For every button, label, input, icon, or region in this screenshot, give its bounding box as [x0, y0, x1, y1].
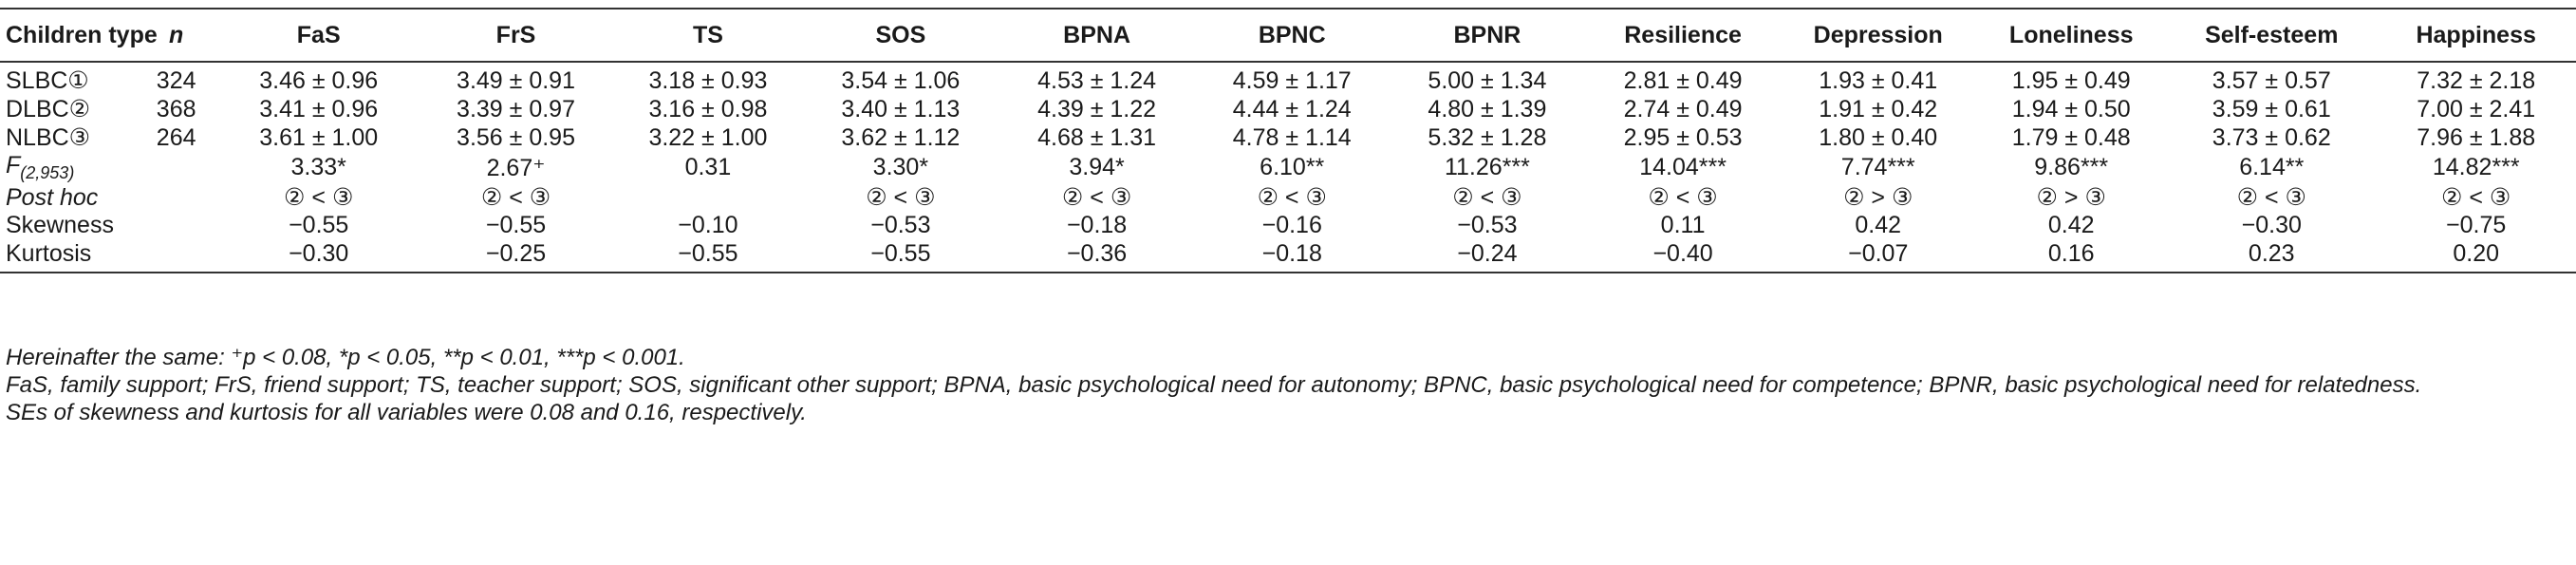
table-cell: 3.18 ± 0.93	[648, 66, 768, 94]
table-cell: 9.86***	[2034, 154, 2109, 180]
table-cell: 5.32 ± 1.28	[1428, 123, 1547, 151]
table-cell: 3.54 ± 1.06	[841, 66, 961, 94]
table-cell: 324	[156, 66, 196, 94]
table-cell: 14.82***	[2432, 154, 2520, 180]
table-cell: 4.53 ± 1.24	[1037, 66, 1157, 94]
footnote-standard-errors: SEs of skewness and kurtosis for all variables were 0.08 and 0.16, respectively.	[6, 400, 807, 425]
column-header: TS	[614, 9, 803, 62]
table-cell: ② < ③	[866, 184, 936, 211]
table-cell	[133, 212, 219, 240]
table-cell: 0.11	[1660, 212, 1706, 239]
table-cell: Skewness	[6, 212, 114, 239]
table-cell: 1.94 ± 0.50	[2011, 95, 2131, 122]
table-row-post-hoc	[0, 183, 2576, 212]
table-cell: 4.80 ± 1.39	[1428, 95, 1547, 122]
table-cell: ② > ③	[2036, 184, 2106, 211]
table-cell: 11.26***	[1444, 154, 1530, 180]
table-cell: ② < ③	[2236, 184, 2306, 211]
table-body	[0, 62, 2576, 273]
table-cell: 3.33*	[290, 154, 346, 180]
table-footnotes	[6, 344, 2559, 426]
table-cell: −0.40	[1585, 240, 1781, 273]
table-cell: −0.18	[1195, 240, 1390, 273]
table-cell: ② < ③	[480, 184, 551, 211]
table-cell: 3.73 ± 0.62	[2212, 123, 2331, 151]
table-cell: 0.23	[2167, 240, 2376, 273]
table-row	[0, 95, 2576, 123]
table-cell: 2.67⁺	[486, 154, 546, 181]
table-cell: 3.56 ± 0.95	[457, 123, 575, 151]
column-header: BPNR	[1390, 9, 1585, 62]
table-row-skewness	[0, 212, 2576, 240]
column-header: n	[133, 9, 219, 62]
table-cell: −0.30	[219, 240, 418, 273]
footnote-significance: Hereinafter the same: ⁺p < 0.08, *p < 0.05, **p < 0.01, ***p < 0.001.	[6, 345, 685, 370]
table-cell: −0.07	[1781, 240, 1975, 273]
table-cell: 3.40 ± 1.13	[841, 95, 961, 122]
table-cell: 4.44 ± 1.24	[1232, 95, 1352, 122]
column-header: FaS	[219, 9, 418, 62]
table-cell: ② < ③	[2441, 184, 2511, 211]
column-header: Loneliness	[1975, 9, 2167, 62]
table-row-kurtosis	[0, 240, 2576, 273]
table-row	[0, 62, 2576, 95]
table-cell: 14.04***	[1639, 154, 1727, 180]
table-cell: 2.74 ± 0.49	[1623, 95, 1743, 122]
table-cell: −0.16	[1261, 212, 1322, 239]
table-cell: −0.55	[485, 212, 547, 239]
table-cell: 3.62 ± 1.12	[841, 123, 961, 151]
table-cell: 0.42	[1855, 212, 1902, 239]
table-cell: 1.80 ± 0.40	[1819, 123, 1938, 151]
table-cell: −0.25	[418, 240, 613, 273]
table-cell: −0.55	[802, 240, 999, 273]
table-cell: 0.20	[2376, 240, 2576, 273]
table-cell: −0.75	[2446, 212, 2507, 239]
table-cell: −0.55	[614, 240, 803, 273]
table-cell: 3.94*	[1069, 154, 1125, 180]
table-cell: 264	[156, 123, 196, 151]
table-cell: −0.53	[1457, 212, 1518, 239]
table-cell: ② < ③	[1452, 184, 1522, 211]
table-cell: 5.00 ± 1.34	[1428, 66, 1547, 94]
table-cell: −0.10	[678, 212, 738, 239]
table-cell: 4.68 ± 1.31	[1037, 123, 1157, 151]
column-header: BPNA	[999, 9, 1195, 62]
column-header: SOS	[802, 9, 999, 62]
f-label-subscript: (2,953)	[20, 163, 75, 182]
table-cell: 4.39 ± 1.22	[1037, 95, 1157, 122]
table-cell: 368	[156, 95, 196, 122]
f-label-text: F	[6, 152, 21, 179]
table-cell: 1.95 ± 0.49	[2011, 66, 2131, 94]
column-header: Happiness	[2376, 9, 2576, 62]
table-cell: 1.79 ± 0.48	[2011, 123, 2131, 151]
table-cell: −0.24	[1390, 240, 1585, 273]
table-cell: Post hoc	[6, 183, 99, 211]
table-cell: 7.32 ± 2.18	[2417, 66, 2536, 94]
table-cell: 3.49 ± 0.91	[457, 66, 575, 94]
table-cell: −0.36	[999, 240, 1195, 273]
column-header: Children type	[0, 9, 133, 62]
table-cell	[133, 240, 219, 273]
table-cell: ② < ③	[284, 184, 354, 211]
table-cell: 7.74***	[1840, 154, 1915, 180]
table-cell: 4.78 ± 1.14	[1232, 123, 1352, 151]
table-cell: −0.30	[2241, 212, 2302, 239]
table-cell: NLBC③	[6, 124, 91, 151]
table-cell: 4.59 ± 1.17	[1232, 66, 1352, 94]
table-cell: 6.14**	[2239, 154, 2305, 180]
column-header: Self-esteem	[2167, 9, 2376, 62]
table-cell: 1.93 ± 0.41	[1819, 66, 1938, 94]
table-row-f-statistic	[0, 152, 2576, 183]
table-cell: −0.53	[870, 212, 931, 239]
descriptive-statistics-table	[0, 8, 2576, 273]
table-cell: 7.96 ± 1.88	[2417, 123, 2536, 151]
table-cell: 3.41 ± 0.96	[259, 95, 379, 122]
table-header-row	[0, 9, 2576, 62]
column-header: Depression	[1781, 9, 1975, 62]
table-cell: 3.22 ± 1.00	[648, 123, 768, 151]
table-cell: −0.55	[289, 212, 349, 239]
table-cell: ② < ③	[1061, 184, 1132, 211]
table-cell: 3.30*	[872, 154, 929, 180]
table-cell: 1.91 ± 0.42	[1819, 95, 1938, 122]
table-cell	[614, 183, 803, 212]
table-cell: SLBC①	[6, 67, 89, 94]
f-statistic-label	[0, 152, 133, 183]
table-cell: 2.95 ± 0.53	[1623, 123, 1743, 151]
column-header: BPNC	[1195, 9, 1390, 62]
table-cell: 3.57 ± 0.57	[2212, 66, 2331, 94]
table-row	[0, 123, 2576, 152]
column-header: Resilience	[1585, 9, 1781, 62]
table-cell: 2.81 ± 0.49	[1623, 66, 1743, 94]
table-cell: 3.59 ± 0.61	[2212, 95, 2331, 122]
table-cell	[133, 152, 219, 183]
table-cell: 3.16 ± 0.98	[648, 95, 768, 122]
table-cell: 0.42	[2047, 212, 2095, 239]
table-cell: 0.16	[1975, 240, 2167, 273]
table-cell: DLBC②	[6, 96, 91, 122]
table-cell	[133, 183, 219, 212]
table-cell: 7.00 ± 2.41	[2417, 95, 2536, 122]
table-cell: 3.61 ± 1.00	[259, 123, 379, 151]
table-cell: Kurtosis	[0, 240, 133, 273]
column-header: FrS	[418, 9, 613, 62]
table-cell: 0.31	[684, 154, 732, 180]
table-cell: 3.46 ± 0.96	[259, 66, 379, 94]
table-cell: ② < ③	[1648, 184, 1718, 211]
table-cell: ② > ③	[1843, 184, 1913, 211]
footnote-abbreviations: FaS, family support; FrS, friend support; TS, teacher support; SOS, significant other support; BPNA, basic psychological need for autonomy; BPNC, basic psychological need for competence; BPNR, basic psychological need for relatedness.	[6, 372, 2422, 398]
table-cell: 6.10**	[1260, 154, 1325, 180]
table-cell: −0.18	[1066, 212, 1128, 239]
table-cell: 3.39 ± 0.97	[457, 95, 575, 122]
table-cell: ② < ③	[1257, 184, 1327, 211]
